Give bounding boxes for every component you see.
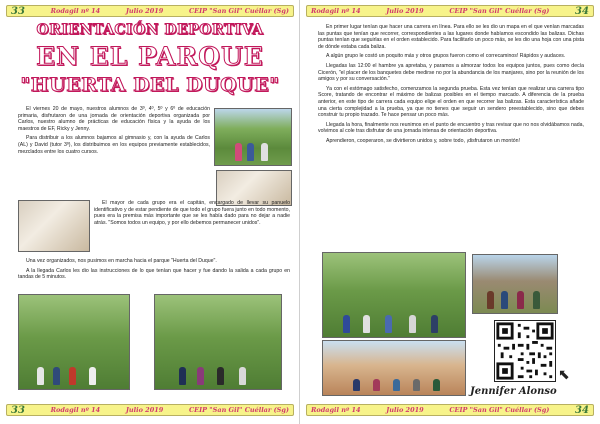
photo-students-park — [214, 108, 292, 166]
figure — [235, 143, 242, 161]
paragraph: Una vez organizados, nos pusimos en marcha hacia el parque "Huerta del Duque". — [26, 258, 217, 264]
figure — [385, 315, 392, 333]
paragraph: Aprendieron, cooperaron, se divirtieron unidos y, sobre todo, ¡disfrutaron un montón! — [326, 137, 520, 144]
school-name: CEIP "San Gil" Cuéllar (Sg) — [188, 406, 289, 414]
page-number: 34 — [575, 404, 589, 416]
article-text-right — [318, 24, 584, 148]
magazine-name: Rodagil nº 14 — [311, 406, 361, 414]
figure — [197, 367, 204, 385]
figure — [179, 367, 186, 385]
paragraph: En primer lugar tenían que hacer una carrera en línea. Para ello se les dio un mapa en el que venían marcadas las puntas que tenían que recorrer, correspondientes a las lugares donde habíamos escondido las balizas. Dichas puntas tenían que seguirlas en el orden establecido. Para facilitarlo un poco más, se les dio una hoja con una pista de dónde estaba cada baliza. — [318, 24, 584, 50]
photo-castle-group — [472, 254, 558, 314]
footer-band-right — [306, 404, 594, 416]
figure — [433, 379, 440, 391]
header-band-right — [306, 5, 594, 17]
title-line-2: EN EL PARQUE — [36, 42, 264, 71]
arrival-text — [18, 258, 290, 284]
magazine-name: Rodagil nº 14 — [311, 7, 361, 15]
footer-band-left — [6, 404, 294, 416]
photo-map-hands — [18, 200, 90, 252]
paragraph: Llegadas las 12:00 el hambre ya apretaba, y paramos a almorzar todos los equipos juntos, pues como decía Cicerón, "el placer de los banquetes debe medirse no por la abundancia de los manjares, sino por la reunión de los amigos y por su conversación." — [318, 62, 584, 83]
title-line-3: "HUERTA DEL DUQUE" — [20, 74, 280, 96]
school-name: CEIP "San Gil" Cuéllar (Sg) — [449, 7, 550, 15]
school-name: CEIP "San Gil" Cuéllar (Sg) — [188, 7, 289, 15]
photo-church-group — [322, 340, 466, 396]
page-number: 34 — [575, 5, 589, 17]
figure — [89, 367, 96, 385]
intro-text — [18, 106, 210, 158]
author-signature: Jennifer Alonso — [470, 386, 557, 397]
figure — [353, 379, 360, 391]
issue-date: Julio 2019 — [125, 406, 164, 414]
photo-group-gathering — [18, 294, 130, 390]
figure — [393, 379, 400, 391]
qr-code[interactable] — [494, 320, 556, 382]
figure — [37, 367, 44, 385]
paragraph: Llegada la hora, finalmente nos reunimos en el punto de encuentro y tras revisar que no nos olvidábamos nada, volvimos al cole tras disfrutar de una jornada intensa de orientación deportiva. — [318, 121, 584, 135]
school-name: CEIP "San Gil" Cuéllar (Sg) — [449, 406, 550, 414]
figure — [517, 291, 524, 309]
figure — [487, 291, 494, 309]
issue-date: Julio 2019 — [125, 7, 164, 15]
figure — [363, 315, 370, 333]
captain-text — [94, 200, 290, 229]
paragraph: El viernes 20 de mayo, nuestros alumnos de 3º, 4º, 5º y 6º de educación primaria, disfrutaron de una jornada de orientación deportiva organizada por Carlos, nuestro alumno de prácticas de educación física y la ayuda de los maestros de EF, Ricky y Jenny. — [18, 106, 210, 132]
page-number: 33 — [11, 5, 25, 17]
figure — [247, 143, 254, 161]
figure — [501, 291, 508, 309]
header-band-left — [6, 5, 294, 17]
issue-date: Julio 2019 — [386, 406, 424, 414]
magazine-name: Rodagil nº 14 — [50, 7, 101, 15]
page-number: 33 — [11, 404, 25, 416]
figure — [409, 315, 416, 333]
paragraph: El mayor de cada grupo era el capitán, encargado de llevar su panuelo identificativo y de estar pendiente de que todo el grupo fuera junto en todo momento, pues era la premisa más importante que se les había dado para no dejar a nadie atrás. "Somos todos un equipo, y por ello debemos permanecer unidos". — [94, 200, 290, 226]
figure — [343, 315, 350, 333]
photo-students-with-map — [322, 252, 466, 338]
paragraph: Ya con el estómago satisfecho, comenzamos la segunda prueba. Esta vez tenían que realizar una carrera tipo Score, tratando de encontrar el máximo de balizas posibles en el tiempo marcado. A diferencia de la prueba anterior, en este tipo de carrera cada equipo elige el orden en que recorrer las balizas. Esta característica añade una cierta complejidad a la prueba, ya que no tienes que seguir un sendero preestablecido, sino que debes construir tu propio trazado. Te hace pensar un poco más. — [318, 85, 584, 119]
issue-date: Julio 2019 — [386, 7, 424, 15]
magazine-name: Rodagil nº 14 — [50, 406, 101, 414]
figure — [373, 379, 380, 391]
paragraph: A algún grupo le costó un poquito más y otros grupos fueron como el correcaminos! Rápidos y audaces. — [326, 53, 566, 60]
figure — [239, 367, 246, 385]
figure — [533, 291, 540, 309]
figure — [413, 379, 420, 391]
figure — [53, 367, 60, 385]
figure — [69, 367, 76, 385]
photo-group-walking — [154, 294, 282, 390]
paragraph: Para distribuir a los alumnos bajamos al gimnasio y, con la ayuda de Carlos (AL) y David (tutor 3º), los distribuimos en los equipos previamente establecidos, mezclados entre los cuatro cursos. — [18, 135, 210, 155]
paragraph: A la llegada Carlos les dio las instrucciones de lo que tenían que hacer y fue dando la salida a cada grupo en tandas de 5 minutos. — [18, 267, 290, 281]
figure — [217, 367, 224, 385]
figure — [431, 315, 438, 333]
cursor-arrow-icon: ⬉ — [558, 366, 570, 382]
figure — [261, 143, 268, 161]
title-line-1: ORIENTACIÓN DEPORTIVA — [36, 22, 264, 38]
